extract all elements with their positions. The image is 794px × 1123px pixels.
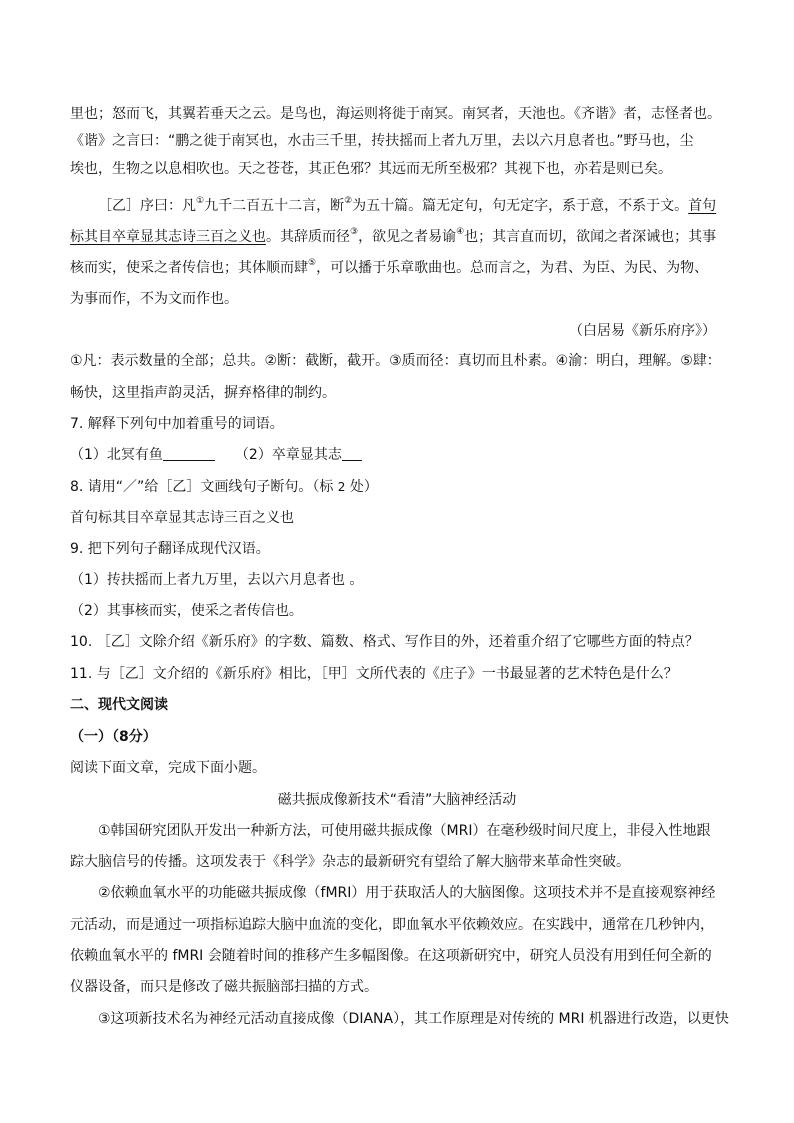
text-line: 埃也，生物之以息相吹也。天之苍苍，其正色邪？其远而无所至极邪？其视下也，亦若是则已矣。 xyxy=(70,161,672,177)
note-ref: ⑤ xyxy=(308,258,317,269)
question-7: 7. 解释下列句中加着重号的词语。 xyxy=(70,416,284,432)
answer-blank[interactable] xyxy=(342,445,362,461)
question-9-item: （1）抟扶摇而上者九万里，去以六月息者也 。 xyxy=(70,572,364,588)
note-ref: ③ xyxy=(350,227,359,238)
text-line: ①韩国研究团队开发出一种新方法，可使用磁共振成像（MRI）在毫秒级时间尺度上，非侵入性地跟 xyxy=(98,823,711,839)
text-line: 《谐》之言曰：“鹏之徙于南冥也，水击三千里，抟扶摇而上者九万里，去以六月息者也。”野马也，尘 xyxy=(70,133,694,149)
note-ref: ② xyxy=(344,196,353,207)
answer-blank[interactable] xyxy=(163,445,215,461)
text-line: 为事而作，不为文而作也。 xyxy=(70,291,238,307)
text-line: 核而实，使采之者传信也；其体顺而肆⑤，可以播于乐章歌曲也。总而言之，为君、为臣、为民、为物、 xyxy=(70,258,709,276)
note-ref: ④ xyxy=(456,227,465,238)
footnote-line: ①凡：表示数量的全部；总共。②断：截断，截开。③质而径：真切而且朴素。④渝：明白，理解。⑤肆： xyxy=(70,353,721,369)
question-7-items: （1）北冥有鱼 （2）卒章显其志 xyxy=(70,445,362,465)
text-line: 元活动，而是通过一项指标追踪大脑中血流的变化，即血氧水平依赖效应。在实践中，通常在几秒钟内， xyxy=(70,917,714,933)
text-line: 标其目卒章显其志诗三百之义也。其辞质而径③，欲见之者易谕④也；其言直而切，欲闻之者深诫也；其事 xyxy=(70,227,717,245)
question-11: 11. 与［乙］文介绍的《新乐府》相比，［甲］文所代表的《庄子》一书最显著的艺术特色是什么？ xyxy=(70,666,678,682)
instruction-text: 阅读下面文章，完成下面小题。 xyxy=(70,760,266,776)
article-title: 磁共振成像新技术“看清”大脑神经活动 xyxy=(277,792,517,808)
text-line: ③这项新技术名为神经元活动直接成像（DIANA），其工作原理是对传统的 MRI 机器进行改造，以更快 xyxy=(98,1011,729,1027)
question-8: 8. 请用“／”给［乙］文画线句子断句。（标 2 处） xyxy=(70,479,378,495)
text-line: ②依赖血氧水平的功能磁共振成像（fMRI）用于获取活人的大脑图像。这项技术并不是直接观察神经 xyxy=(98,885,716,901)
source-citation: （白居易《新乐府序》） xyxy=(569,323,716,339)
footnote-line: 畅快，这里指声韵灵活，摒弃格律的制约。 xyxy=(70,385,336,401)
section-heading: 二、现代文阅读 xyxy=(70,697,168,713)
question-10: 10. ［乙］文除介绍《新乐府》的字数、篇数、格式、写作目的外，还着重介绍了它哪些方面的特点？ xyxy=(70,634,699,650)
question-8-sentence: 首句标其目卒章显其志诗三百之义也 xyxy=(70,510,294,526)
text-line: ［乙］序曰：凡①九千二百五十二言，断②为五十篇。篇无定句，句无定字，系于意，不系于文。首句 xyxy=(98,196,717,214)
underlined-sentence: 标其目卒章显其志诗三百之义也 xyxy=(70,229,266,245)
text-line: 里也；怒而飞，其翼若垂天之云。是鸟也，海运则将徙于南冥。南冥者，天池也。《齐谐》者，志怪者也。 xyxy=(70,106,721,122)
underlined-sentence: 首句 xyxy=(688,198,717,214)
text-line: 仪器设备，而只是修改了磁共振脑部扫描的方式。 xyxy=(70,979,378,995)
subsection-heading: （一）（8分） xyxy=(70,729,157,745)
text-line: 依赖血氧水平的 fMRI 会随着时间的推移产生多幅图像。在这项新研究中，研究人员没有用到任何全新的 xyxy=(70,948,712,964)
question-9: 9. 把下列句子翻译成现代汉语。 xyxy=(70,541,270,557)
text-line: 踪大脑信号的传播。这项发表于《科学》杂志的最新研究有望给了解大脑带来革命性突破。 xyxy=(70,854,630,870)
question-9-item: （2）其事核而实，使采之者传信也。 xyxy=(70,603,303,619)
note-ref: ① xyxy=(196,196,205,207)
